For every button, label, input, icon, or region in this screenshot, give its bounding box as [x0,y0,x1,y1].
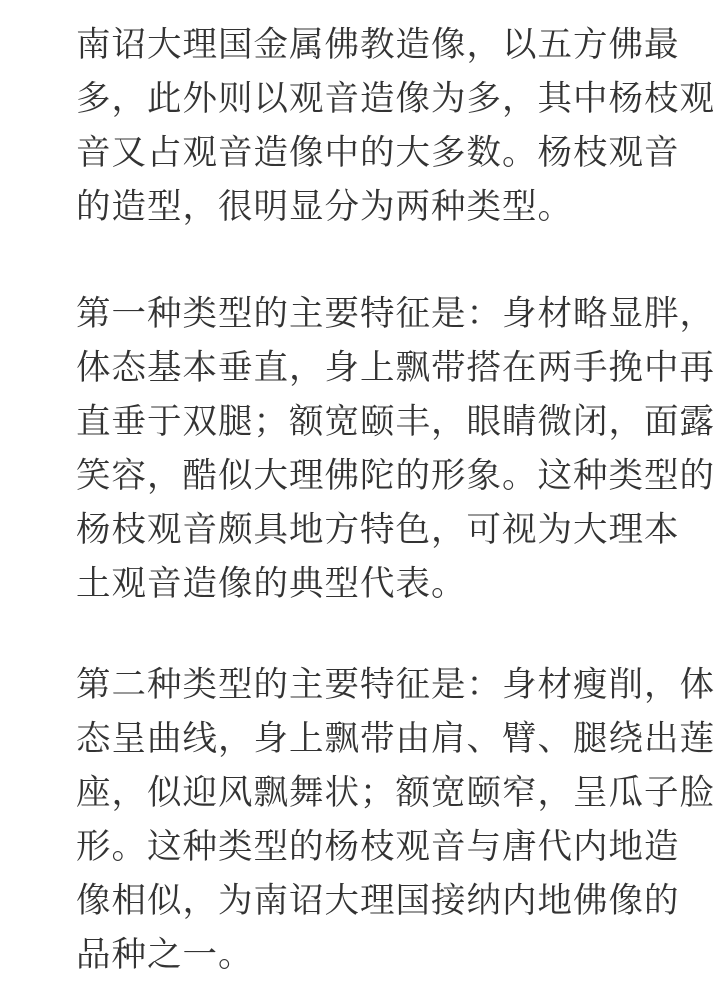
text-line: 杨枝观音颇具地方特色，可视为大理本 [76,510,680,550]
text-line: 体态基本垂直，身上飘带搭在两手挽中再 [76,348,715,388]
text-line: 像相似，为南诏大理国接纳内地佛像的 [76,881,680,921]
text-line: 第一种类型的主要特征是：身材略显胖， [76,294,715,334]
text-line: 品种之一。 [76,935,254,975]
text-line: 南诏大理国金属佛教造像，以五方佛最 [76,25,680,65]
text-line: 直垂于双腿；额宽颐丰，眼睛微闭，面露 [76,402,715,442]
text-line: 的造型，很明显分为两种类型。 [76,187,573,227]
text-line: 第二种类型的主要特征是：身材瘦削，体 [76,665,715,705]
text-line: 笑容，酷似大理佛陀的形象。这种类型的 [76,456,715,496]
text-line: 形。这种类型的杨枝观音与唐代内地造 [76,827,680,867]
text-line: 座，似迎风飘舞状；额宽颐窄，呈瓜子脸 [76,773,715,813]
text-line: 多，此外则以观音造像为多，其中杨枝观 [76,79,715,119]
text-line: 态呈曲线，身上飘带由肩、臂、腿绕出莲 [76,719,715,759]
text-line: 音又占观音造像中的大多数。杨枝观音 [76,133,680,173]
text-line: 土观音造像的典型代表。 [76,564,467,604]
